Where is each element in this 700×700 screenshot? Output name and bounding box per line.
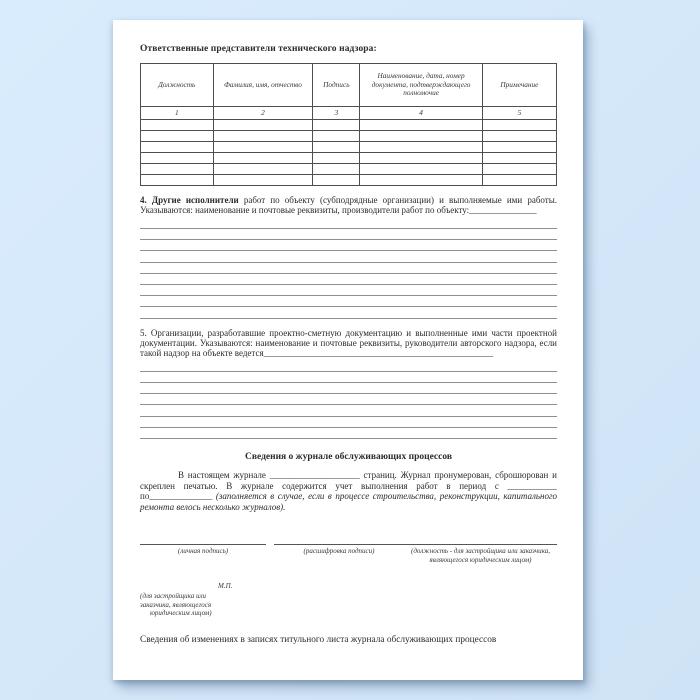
column-number: 1 <box>141 107 214 120</box>
fill-in-line[interactable] <box>140 405 557 416</box>
journal-paragraph-italic: (заполняется в случае, если в процессе строительства, реконструкции, капитального ремонта велось несколько журналов). <box>140 491 557 512</box>
column-number: 4 <box>360 107 482 120</box>
table-empty-cell[interactable] <box>141 175 214 186</box>
table-empty-cell[interactable] <box>313 164 360 175</box>
decipher-signature-label: (расшифровка подписи) <box>303 547 375 556</box>
table-empty-row <box>141 175 557 186</box>
table-empty-cell[interactable] <box>141 164 214 175</box>
table-empty-cell[interactable] <box>360 164 482 175</box>
table-empty-cell[interactable] <box>313 142 360 153</box>
table-header-signature: Подпись <box>313 64 360 107</box>
table-empty-cell[interactable] <box>482 164 556 175</box>
fill-in-line[interactable] <box>140 285 557 296</box>
table-header-note: Примечание <box>482 64 556 107</box>
table-column-numbers-row <box>141 107 557 120</box>
fill-in-line[interactable] <box>140 307 557 318</box>
table-empty-cell[interactable] <box>213 131 313 142</box>
table-header-name: Фамилия, имя, отчество <box>213 64 313 107</box>
table-empty-cell[interactable] <box>213 142 313 153</box>
position-label-line2: являющегося юридическим лицом) <box>429 556 532 564</box>
personal-signature-block <box>140 534 266 564</box>
table-header-document: Наименование, дата, номер документа, подтверждающего полномочие <box>360 64 482 107</box>
stamp-block <box>140 582 260 618</box>
journal-info-paragraph <box>140 470 557 512</box>
table-empty-cell[interactable] <box>313 120 360 131</box>
fill-in-line[interactable] <box>140 394 557 405</box>
personal-signature-line[interactable] <box>140 534 266 545</box>
supervision-representatives-table <box>140 63 557 186</box>
table-empty-cell[interactable] <box>482 131 556 142</box>
fill-in-line[interactable] <box>140 274 557 285</box>
stamp-note-line3: юридическим лицом) <box>150 609 212 618</box>
fill-in-line[interactable] <box>140 383 557 394</box>
table-empty-cell[interactable] <box>482 120 556 131</box>
page-content <box>140 44 557 645</box>
fill-in-line[interactable] <box>140 417 557 428</box>
table-empty-cell[interactable] <box>360 153 482 164</box>
fill-in-line[interactable] <box>140 428 557 439</box>
section4-text: работ по объекту (субподрядные организации) и выполняемые ими работы. Указываются: наименование и почтовые реквизиты, производители работ по объекту:_______________ <box>140 195 558 216</box>
fill-in-line[interactable] <box>140 229 557 240</box>
table-empty-cell[interactable] <box>360 131 482 142</box>
fill-in-line[interactable] <box>140 240 557 251</box>
table-empty-cell[interactable] <box>213 153 313 164</box>
fill-in-line[interactable] <box>140 372 557 383</box>
table-empty-cell[interactable] <box>360 175 482 186</box>
column-number: 2 <box>213 107 313 120</box>
table-empty-row <box>141 120 557 131</box>
section-title-supervision: Ответственные представители технического надзора: <box>140 44 377 54</box>
journal-info-heading: Сведения о журнале обслуживающих процессов <box>244 452 453 463</box>
section4-lead: 4. Другие исполнители <box>140 195 239 205</box>
table-empty-cell[interactable] <box>213 120 313 131</box>
table-empty-cell[interactable] <box>141 131 214 142</box>
table-empty-row <box>141 153 557 164</box>
table-empty-cell[interactable] <box>141 120 214 131</box>
stamp-note-line1: (для застройщика или <box>140 592 207 601</box>
table-empty-cell[interactable] <box>313 131 360 142</box>
decipher-labels <box>274 547 557 564</box>
table-empty-cell[interactable] <box>141 153 214 164</box>
stamp-note-line2: заказчика, являющегося <box>140 600 212 609</box>
column-number: 5 <box>482 107 556 120</box>
signature-lines-row <box>140 534 557 564</box>
table-empty-cell[interactable] <box>313 153 360 164</box>
section4-blank-lines <box>140 218 557 319</box>
fill-in-line[interactable] <box>140 296 557 307</box>
personal-signature-label: (личная подпись) <box>177 547 229 556</box>
table-empty-cell[interactable] <box>482 153 556 164</box>
decipher-signature-line[interactable] <box>274 534 557 545</box>
table-empty-row <box>141 142 557 153</box>
table-empty-cell[interactable] <box>213 175 313 186</box>
table-empty-cell[interactable] <box>360 120 482 131</box>
section4-paragraph <box>140 195 557 216</box>
section5-blank-lines <box>140 361 557 439</box>
section5-paragraph: 5. Организации, разработавшие проектно-сметную документацию и выполненные ими части проектной документации. Указываются: наименование и почтовые реквизиты, руководители авторского надзора, если такой надзор на объекте ведется___________________________________________________ <box>140 327 557 359</box>
column-number: 3 <box>313 107 360 120</box>
fill-in-line[interactable] <box>140 251 557 262</box>
table-empty-cell[interactable] <box>482 142 556 153</box>
title-sheet-changes-heading: Сведения об изменениях в записях титульного листа журнала обслуживающих процессов <box>140 634 497 645</box>
table-empty-cell[interactable] <box>141 142 214 153</box>
document-page <box>113 20 583 680</box>
table-empty-cell[interactable] <box>213 164 313 175</box>
fill-in-line[interactable] <box>140 218 557 229</box>
stamp-abbreviation: М.П. <box>218 581 233 590</box>
fill-in-line[interactable] <box>140 361 557 372</box>
position-label <box>404 547 557 564</box>
table-header-position: Должность <box>141 64 214 107</box>
fill-in-line[interactable] <box>140 263 557 274</box>
position-label-line1: (должность - для застройщика или заказчика, <box>411 547 550 556</box>
decipher-signature-block <box>274 534 557 564</box>
table-empty-rows <box>141 120 557 186</box>
table-empty-cell[interactable] <box>482 175 556 186</box>
table-empty-cell[interactable] <box>360 142 482 153</box>
journal-paragraph-normal: В настоящем журнале ____________________ страниц. Журнал пронумерован, сброшюрован и скреплен печатью. В журнале содержится учет выполнения работ в период с ___________ по______________ <box>140 470 557 502</box>
table-empty-cell[interactable] <box>313 175 360 186</box>
table-empty-row <box>141 164 557 175</box>
table-empty-row <box>141 131 557 142</box>
table-header-row <box>141 64 557 107</box>
